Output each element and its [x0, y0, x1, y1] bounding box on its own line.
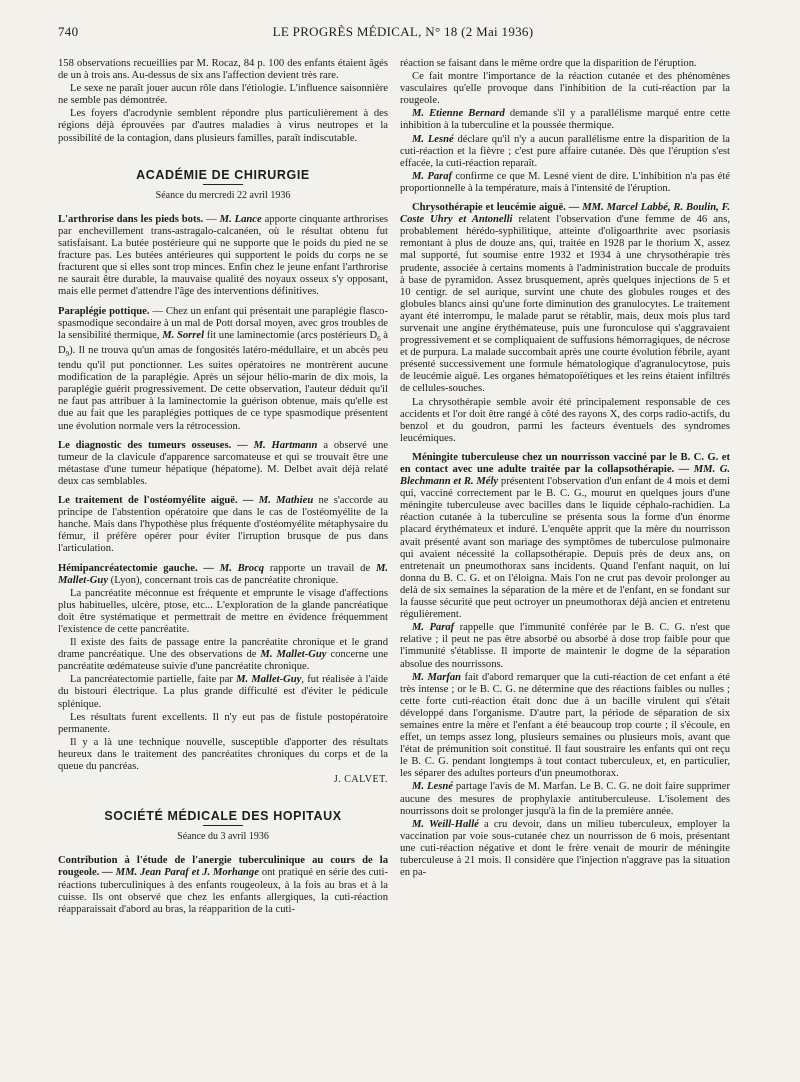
seance-date: Séance du 3 avril 1936 [177, 831, 269, 843]
article-rubric: Le diagnostic des tumeurs osseuses. [58, 439, 232, 451]
author: M. Paraf [412, 170, 453, 182]
article-rubric: Paraplégie pottique. [58, 305, 150, 317]
article-paraplegie [58, 306, 388, 433]
article-rubric: L'arthrorise dans les pieds bots. [58, 213, 204, 225]
paragraph: M. Etienne Bernard demande s'il y a parallélisme marqué entre cette inhibition à la tuberculine et la poussée thermique. [400, 108, 730, 132]
author: M. Lesné [412, 133, 454, 145]
paragraph: Il existe des faits de passage entre la pancréatite chronique et le grand drame pancréatique. Une des observations de M. Mallet-Guy concerne une pancréatite œdémateuse suivie d'une pancréatite chronique. [58, 637, 388, 673]
author: — MM. G. Blechmann et R. Mély [400, 464, 731, 488]
author: M. Mallet-Guy [260, 649, 327, 661]
article-anergie [58, 855, 388, 915]
article-text: ont pratiqué en série des cuti-réactions tuberculiniques à des enfants rougeoleux, à la fois au bras et à la cuisse. Ils ont observé que chez les enfants allergiques, la cuti-réaction réapparaissait d'abord au bras, la réapparition de la cuti- [58, 867, 388, 915]
article-text: relatent l'observation d'une femme de 46 ans, probablement hérédo-syphilitique, atteinte d'oligoarthrite avec psoriasis remontant à plus de douze ans, qui, traitée en 1928 par le thorium X, assez mal supporté, fut soumise entre 1932 et 1934 à une chrysothérapie très prudente, associée à certains moments à l'administration buccale de produits à base de pyramidon. Assez brusquement, après quelques injections de 5 et 10 centigr. de sel aurique, survint une chute des globules rouges et des globules blancs ainsi qu'une forte diminution des granulocytes. Le traitement ayant été interrompu, le malade parut se rétablir, mais, deux mois plus tard survenait une angine érythémateuse, puis une furonculose qui s'aggravaient progressivement et se compliquaient de suffusions hémorragiques, de nécrose et de purpura. La malade succombait après une courte évolution fébrile, ayant présenté successivement une formule hématologique d'agranulocytose, puis de leucémie aiguë. Les organes hématopoïétiques et les reins étaient infiltrés de cellules-souches. [400, 214, 730, 395]
paragraph: réaction se faisant dans le même ordre que la disparition de l'éruption. [400, 58, 697, 69]
author: M. Lesné [412, 781, 453, 793]
article-rubric: Méningite tuberculeuse chez un nourrisson vacciné par le B. C. G. et en contact avec une adulte traitée par la collapsothérapie. [400, 451, 730, 475]
page-header [58, 22, 748, 44]
paragraph: M. Marfan fait d'abord remarquer que la cuti-réaction de cet enfant a été très intense ; or le B. C. G. ne détermine que des réactions faibles ou nulles ; cette forte cuti-réaction était donc due à un bacille virulent qui s'était développé dans l'organisme. D'autre part, la période de séparation de six semaines entre la mère et l'enfant a été beaucoup trop courte ; il s'écoule, en effet, un temps assez long, plusieurs semaines ou plusieurs mois, avant que l'état de prémunition soit constitué. Il faut soustraire les enfants qui ont reçu le B. C. G. pendant longtemps à tout contact tuberculeux, et, en particulier, les séparer des adultes porteurs d'un pneumothorax. [400, 671, 730, 780]
subscript: 9 [65, 350, 70, 358]
article-pancreas [58, 563, 388, 587]
paragraph: M. Lesné partage l'avis de M. Marfan. Le B. C. G. ne doit faire supprimer aucune des mesures de prophylaxie antituberculeuse. L'isolement des nourrissons doit se prolonger jusqu'à la fin de la première année. [400, 781, 730, 817]
paragraph: Ce fait montre l'importance de la réaction cutanée et des phénomènes vasculaires qu'elle provoque dans l'inhibition de la cuti-réaction par la rougeole. [400, 71, 730, 107]
article-text: (Lyon), concernant trois cas de pancréatite chronique. [108, 574, 339, 586]
paragraph: M. Weill-Hallé a cru devoir, dans un milieu tuberculeux, employer la vaccination par voie sous-cutanée chez un nourrisson de 6 mois, présentant une cuti-réaction négative et dont le frère venait de mourir de méningite tuberculeuse à 21 mois. Il considère que l'injection n'aggrave pas la situation en pa- [400, 818, 730, 879]
section-rule [203, 184, 243, 185]
author: M. Lance [219, 213, 262, 225]
running-title: LE PROGRÈS MÉDICAL, N° 18 (2 Mai 1936) [272, 24, 534, 39]
author: M. Marfan [412, 671, 462, 683]
article-rubric: Contribution à l'étude de l'anergie tuberculinique au cours de la rougeole. [58, 855, 388, 879]
article-text: rapporte un travail de [264, 562, 376, 574]
article-text: — Chez un enfant qui présentait une paraplégie flasco-spasmodique secondaire à un mal de Pott dorsal moyen, avec gros troubles de la sensibilité thermique, [58, 305, 388, 341]
author: — MM. Jean Paraf et J. Morhange [99, 867, 259, 879]
right-column [400, 58, 730, 880]
paragraph: 158 observations recueillies par M. Rocaz, 84 p. 100 des enfants étaient âgés de un à trois ans. Au-dessus de six ans l'affection devient très rare. [58, 58, 388, 82]
subscript: 6 [377, 334, 381, 343]
article-arthrorise: L'arthrorise dans les pieds bots. — M. Lance apporte cinquante arthrorises par enchevillement trans-astragalo-calcanéen, où le résultat obtenu fut satisfaisant. La butée postérieure qui ne supporte que le poids du pied ne se fracture pas. Les butées antérieures qui supportent le poids du corps ne se fracturent que si elles sont trop minces. Enfin chez le jeune enfant l'arthrorise ne saurait être durable, la mauvaise qualité des noyaux osseux s'y opposant, mais elle permet d'attendre l'âge des interventions définitives. [58, 213, 389, 298]
left-column [58, 58, 388, 917]
seance-date: Séance du mercredi 22 avril 1936 [155, 189, 291, 201]
article-text: a observé une tumeur de la clavicule d'apparence sarcomateuse et qui se trouvait être une métastase d'une tumeur hépatique (hépatome). M. Delbet avait déjà relaté deux cas semblables. [58, 439, 388, 487]
article-text: ne s'accorde au principe de l'abstention opératoire que dans le cas de l'ostéomyélite de la hanche. Mais dans l'hypothèse plus fréquente d'ostéomyélite métaphysaire du fémur, il préfère opérer pour éviter l'irruption brusque de pus dans l'articulation. [58, 495, 389, 555]
paragraph: M. Paraf rappelle que l'immunité conférée par le B. C. G. n'est que relative ; il peut ne pas être absorbé ou absorbé à dose trop faible pour que l'immunité s'établisse. Il importe de maintenir le dogme de la séparation absolue des nourrissons. [400, 622, 730, 670]
article-text: fit une laminectomie (arcs postérieurs D [204, 329, 378, 341]
author: — M. Brocq [197, 562, 265, 574]
author: M. Paraf [412, 622, 455, 634]
paragraph: Il y a là une technique nouvelle, susceptible d'apporter des résultats heureux dans le traitement des pancréatites chroniques du corps et de la queue du pancréas. [58, 736, 388, 772]
article-osteomyelite [58, 495, 388, 555]
paragraph: Le sexe ne paraît jouer aucun rôle dans l'étiologie. L'influence saisonnière ne semble pas démontrée. [58, 83, 388, 107]
article-chrysotherapie [400, 202, 730, 396]
paragraph: La pancréatectomie partielle, faite par M. Mallet-Guy, fut réalisée à l'aide du bistouri électrique. La plus grande difficulté est d'éviter le pédicule splénique. [58, 674, 388, 710]
article-rubric: Hémipancréatectomie gauche. [58, 562, 198, 574]
section-rule [203, 825, 243, 826]
paragraph: La chrysothérapie semble avoir été principalement responsable de ces accidents et l'or doit être rangé à côté des rayons X, des corps radio-actifs, du benzol et du goudron, parmi les facteurs éventuels des syndromes leucémiques. [400, 396, 730, 444]
author: M. Mallet-Guy [58, 562, 389, 586]
article-text: apporte cinquante arthrorises par enchevillement trans-astragalo-calcanéen, où le résultat obtenu fut satisfaisant. La butée postérieure qui ne supporte que le poids du pied ne se fracture pas. Les butées antérieures qui supportent le poids du corps ne se fracturent que si elles sont trop minces. Enfin chez le jeune enfant l'arthrorise ne saurait être durable, la mauvaise qualité des noyaux osseux s'y opposant, mais elle permet d'attendre l'âge des interventions définitives. [58, 213, 389, 298]
author: M. Sorrel [162, 329, 205, 341]
article-text: ). Il ne trouva qu'un amas de fongosités latéro-médullaire, et un abcès peu tendu qu'il put ponctionner. Les suites opératoires ne montrèrent aucune modification de la paraplégie. Après un séjour hélio-marin de dix mois, la paraplégie guérit progressivement. De cette observation, l'auteur déduit qu'il ne faut pas attribuer à la laminectomie la guérison obtenue, mais qu'elle est due au fait que les paraplégies pottiques de ce type spasmodique présentent une évolution normale vers la rétrocession. [58, 344, 388, 432]
article-rubric: Chrysothérapie et leucémie aiguë. [412, 202, 566, 214]
article-meningite [400, 452, 730, 621]
paragraph: M. Paraf confirme ce que M. Lesné vient de dire. L'inhibition n'a pas été proportionnelle à la température, mais à l'intensité de l'éruption. [400, 170, 731, 194]
paragraph: La pancréatite méconnue est fréquente et emprunte le visage d'affections plus habituelles, ulcère, ptose, etc... L'exploration de la glande pancréatique doit être systématique et permettrait de mettre en évidence fréquemment l'existence de cette pancréatite. [58, 587, 388, 635]
article-text: présentent l'observation d'un enfant de 4 mois et demi qui, vacciné correctement par le B. C. G., mourut en quelques jours d'une méningite tuberculeuse avec bacilles dans le liquide céphalo-rachidien. La réaction cutanée à la tuberculine se présenta sous la forme d'un énorme placard érythémateux et induré. L'enquête apprit que la mère du nourrisson avait présenté avant son mariage des symptômes de tuberculose pulmonaire qui avaient nécessité la collapsothérapie. Depuis près de deux ans, on entretenait un pneumothorax sans incidents. Quand l'enfant naquit, on lui donna du B. C. G. et on l'éloigna. Mais l'on ne crut pas devoir prolonger au delà de six semaines la séparation de la mère et de l'enfant, en se fondant sur la fausse sécurité que peut octroyer un pneumothorax déjà ancien et entretenu régulièrement. [400, 476, 730, 621]
article-rubric: Le traitement de l'ostéomyélite aiguë. [58, 495, 238, 507]
author: M. Etienne Bernard [412, 108, 505, 120]
author: — M. Hartmann [231, 439, 318, 451]
author: — M. Mathieu [237, 495, 314, 507]
article-tumeurs [58, 440, 388, 488]
author: M. Weill-Hallé [412, 818, 479, 830]
article-text: à D [58, 329, 388, 356]
section-title-academie: ACADÉMIE DE CHIRURGIE [136, 167, 310, 182]
paragraph: M. Lesné déclare qu'il n'y a aucun parallélisme entre la disparition de la cuti-réaction et la fièvre ; c'est pure affaire cutanée. Dès que l'éruption s'est effacée, la cuti-réaction reparaît. [400, 133, 731, 169]
paragraph: Les foyers d'acrodynie semblent répondre plus particulièrement à des régions déjà éprouvées par d'autres maladies à virus neutropes et la possibilité de la contagion, dans plusieurs familles, paraît indiscutable. [58, 108, 388, 144]
author: M. Mallet-Guy [236, 674, 302, 686]
section-title-societe: SOCIÉTÉ MÉDICALE DES HOPITAUX [104, 809, 342, 824]
signature: J. CALVET. [333, 774, 388, 786]
page-number: 740 [58, 24, 79, 39]
paragraph: Les résultats furent excellents. Il n'y eut pas de fistule postopératoire permanente. [58, 711, 388, 735]
author: — MM. Marcel Labbé, R. Boulin, F. Coste Uhry et Antonelli [400, 202, 731, 226]
